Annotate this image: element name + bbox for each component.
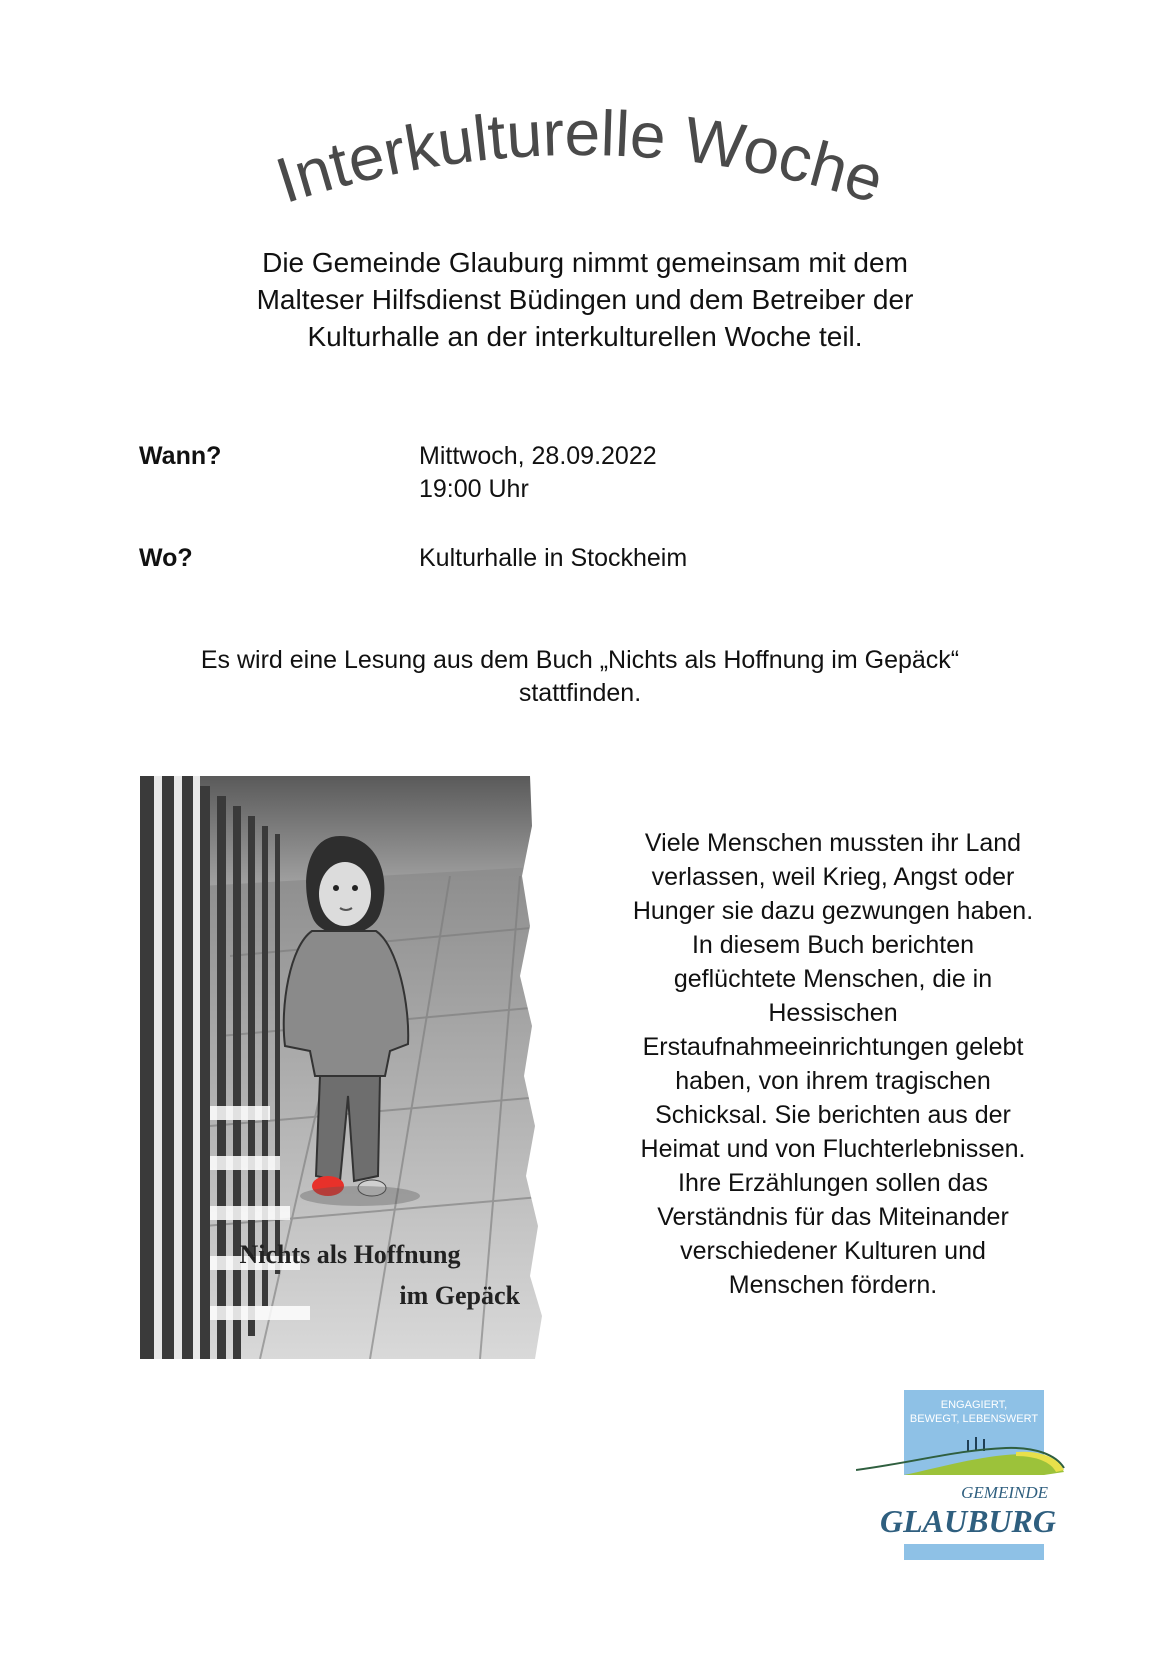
description-line: Verständnis für das Miteinander <box>657 1203 1009 1231</box>
where-value: Kulturhalle in Stockheim <box>419 544 688 572</box>
description-line: Erstaufnahmeeinrichtungen gelebt <box>642 1033 1024 1061</box>
when-value <box>419 440 657 506</box>
logo-word-glauburg: GLAUBURG <box>879 1503 1056 1539</box>
description-line: Ihre Erzählungen sollen das <box>678 1169 988 1197</box>
intro-line: Kulturhalle an der interkulturellen Woche teil. <box>307 321 863 352</box>
reading-line: Es wird eine Lesung aus dem Buch „Nichts als Hoffnung im Gepäck“ <box>200 646 960 674</box>
description-line: verlassen, weil Krieg, Angst oder <box>651 863 1015 891</box>
description-line: Heimat und von Fluchterlebnissen. <box>640 1135 1026 1163</box>
intro-paragraph <box>150 244 1020 355</box>
book-title-line1: Nichts als Hoffnung <box>239 1240 461 1269</box>
when-label: Wann? <box>139 442 222 470</box>
book-cover-image <box>140 776 552 1359</box>
event-time: 19:00 Uhr <box>419 475 529 503</box>
intro-line: Die Gemeinde Glauburg nimmt gemeinsam mit dem <box>262 247 908 278</box>
page-title <box>150 90 1010 240</box>
description-line: Schicksal. Sie berichten aus der <box>655 1101 1011 1129</box>
description-line: verschiedener Kulturen und <box>680 1237 986 1265</box>
description-line: Hunger sie dazu gezwungen haben. <box>632 897 1034 925</box>
event-date: Mittwoch, 28.09.2022 <box>419 442 657 470</box>
logo-slogan-line1: ENGAGIERT, <box>940 1399 1008 1411</box>
description-line: geflüchtete Menschen, die in <box>673 965 993 993</box>
where-label: Wo? <box>139 544 193 572</box>
description-line: haben, von ihrem tragischen <box>675 1067 991 1095</box>
reading-announcement <box>140 644 1020 710</box>
glauburg-logo <box>856 1390 1066 1560</box>
logo-blue-bar <box>904 1544 1044 1560</box>
reading-line: stattfinden. <box>518 679 642 707</box>
svg-text:Interkulturelle Woche <box>268 97 892 217</box>
description-line: Hessischen <box>768 999 898 1027</box>
book-title-line2: im Gepäck <box>399 1281 520 1310</box>
description-line: In diesem Buch berichten <box>691 931 975 959</box>
description-line: Viele Menschen mussten ihr Land <box>644 829 1022 857</box>
logo-word-gemeinde: GEMEINDE <box>961 1483 1048 1502</box>
title-text: Interkulturelle Woche <box>267 96 892 217</box>
description-line: Menschen fördern. <box>728 1271 938 1299</box>
book-description <box>588 826 1078 1302</box>
intro-line: Malteser Hilfsdienst Büdingen und dem Betreiber der <box>256 284 914 315</box>
logo-slogan-line2: BEWEGT, LEBENSWERT <box>909 1413 1039 1425</box>
